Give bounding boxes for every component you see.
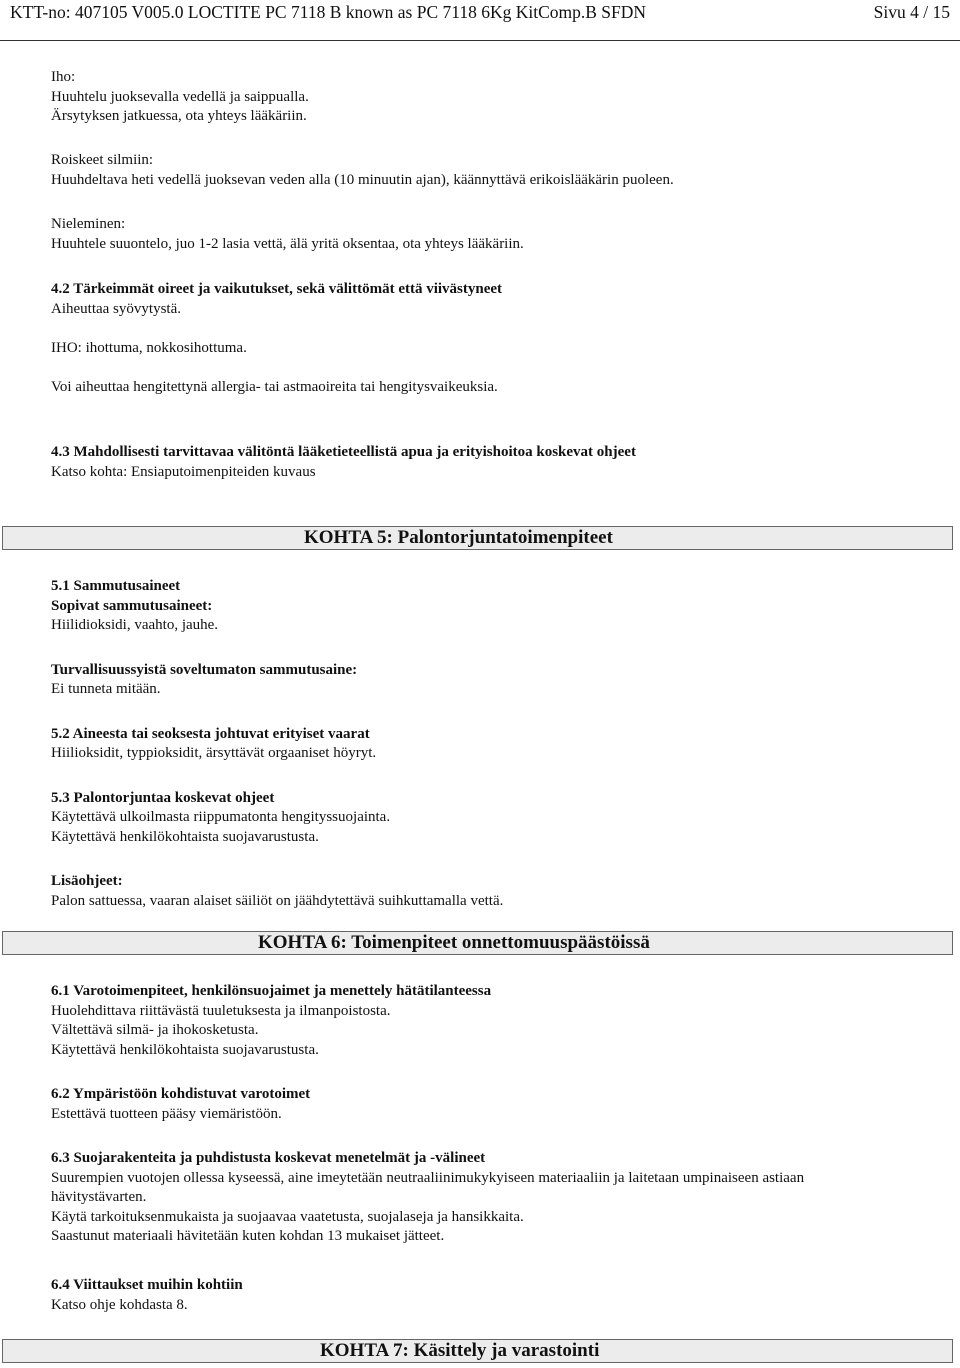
body-text: Ärsytyksen jatkuessa, ota yhteys lääkäriin.	[51, 108, 307, 124]
body-text: Huuhdeltava heti vedellä juoksevan veden alla (10 minuutin ajan), käännyttävä erikoislääkärin puoleen.	[51, 172, 674, 188]
body-text: IHO: ihottuma, nokkosihottuma.	[51, 340, 247, 356]
section-title-5: KOHTA 5: Palontorjuntatoimenpiteet	[304, 527, 613, 548]
section-heading-6-3: 6.3 Suojarakenteita ja puhdistusta koskevat menetelmät ja -välineet	[51, 1150, 486, 1166]
body-text: Katso ohje kohdasta 8.	[51, 1297, 188, 1313]
subheading: Turvallisuussyistä soveltumaton sammutusaine:	[51, 662, 358, 678]
subheading: Lisäohjeet:	[51, 873, 123, 889]
body-text: hävitystävarten.	[51, 1189, 147, 1205]
body-text: Huuhtele suuontelo, juo 1-2 lasia vettä, älä yritä oksentaa, ota yhteys lääkäriin.	[51, 236, 524, 252]
body-text: Voi aiheuttaa hengitettynä allergia- tai astmaoireita tai hengitysvaikeuksia.	[51, 379, 498, 395]
subheading: Sopivat sammutusaineet:	[51, 598, 213, 614]
section-heading-5-2: 5.2 Aineesta tai seoksesta johtuvat erityiset vaarat	[51, 726, 370, 742]
body-text: Vältettävä silmä- ja ihokosketusta.	[51, 1022, 259, 1038]
body-text: Käytä tarkoituksenmukaista ja suojaavaa vaatetusta, suojalaseja ja hansikkaita.	[51, 1209, 524, 1225]
header-rule	[0, 40, 960, 41]
document-id: KTT-no: 407105 V005.0 LOCTITE PC 7118 B known as PC 7118 6Kg KitComp.B SFDN	[10, 2, 647, 22]
section-heading-5-3: 5.3 Palontorjuntaa koskevat ohjeet	[51, 790, 275, 806]
body-text: Katso kohta: Ensiaputoimenpiteiden kuvaus	[51, 464, 316, 480]
body-text: Suurempien vuotojen ollessa kyseessä, aine imeytetään neutraaliinimukykyiseen materiaaliin ja laitetaan umpinaiseen astiaan	[51, 1170, 805, 1186]
section-heading-6-2: 6.2 Ympäristöön kohdistuvat varotoimet	[51, 1086, 311, 1102]
subheading: Nieleminen:	[51, 216, 126, 232]
body-text: Hiilioksidit, typpioksidit, ärsyttävät orgaaniset höyryt.	[51, 745, 377, 761]
section-heading-5-1: 5.1 Sammutusaineet	[51, 578, 181, 594]
body-text: Huolehdittava riittävästä tuuletuksesta ja ilmanpoistosta.	[51, 1003, 391, 1019]
body-text: Aiheuttaa syövytystä.	[51, 301, 181, 317]
page-number: Sivu 4 / 15	[873, 2, 950, 22]
subheading: Iho:	[51, 69, 76, 85]
section-heading-6-4: 6.4 Viittaukset muihin kohtiin	[51, 1277, 243, 1293]
section-heading-6-1: 6.1 Varotoimenpiteet, henkilönsuojaimet ja menettely hätätilanteessa	[51, 983, 492, 999]
section-title-7: KOHTA 7: Käsittely ja varastointi	[320, 1340, 600, 1361]
body-text: Käytettävä ulkoilmasta riippumatonta hengityssuojainta.	[51, 809, 391, 825]
body-text: Palon sattuessa, vaaran alaiset säiliöt on jäähdytettävä suihkuttamalla vettä.	[51, 893, 504, 909]
body-text: Hiilidioksidi, vaahto, jauhe.	[51, 617, 219, 633]
page-header	[0, 0, 960, 44]
subheading: Roiskeet silmiin:	[51, 152, 154, 168]
body-text: Käytettävä henkilökohtaista suojavarustusta.	[51, 829, 319, 845]
body-text: Estettävä tuotteen pääsy viemäristöön.	[51, 1106, 282, 1122]
body-text: Käytettävä henkilökohtaista suojavarustusta.	[51, 1042, 319, 1058]
section-heading-4-3: 4.3 Mahdollisesti tarvittavaa välitöntä lääketieteellistä apua ja erityishoitoa koskevat ohjeet	[51, 444, 636, 460]
section-heading-4-2: 4.2 Tärkeimmät oireet ja vaikutukset, sekä välittömät että viivästyneet	[51, 281, 503, 297]
body-text: Huuhtelu juoksevalla vedellä ja saippualla.	[51, 89, 309, 105]
section-title-6: KOHTA 6: Toimenpiteet onnettomuuspäästöissä	[258, 932, 650, 953]
body-text: Ei tunneta mitään.	[51, 681, 161, 697]
body-text: Saastunut materiaali hävitetään kuten kohdan 13 mukaiset jätteet.	[51, 1228, 445, 1244]
